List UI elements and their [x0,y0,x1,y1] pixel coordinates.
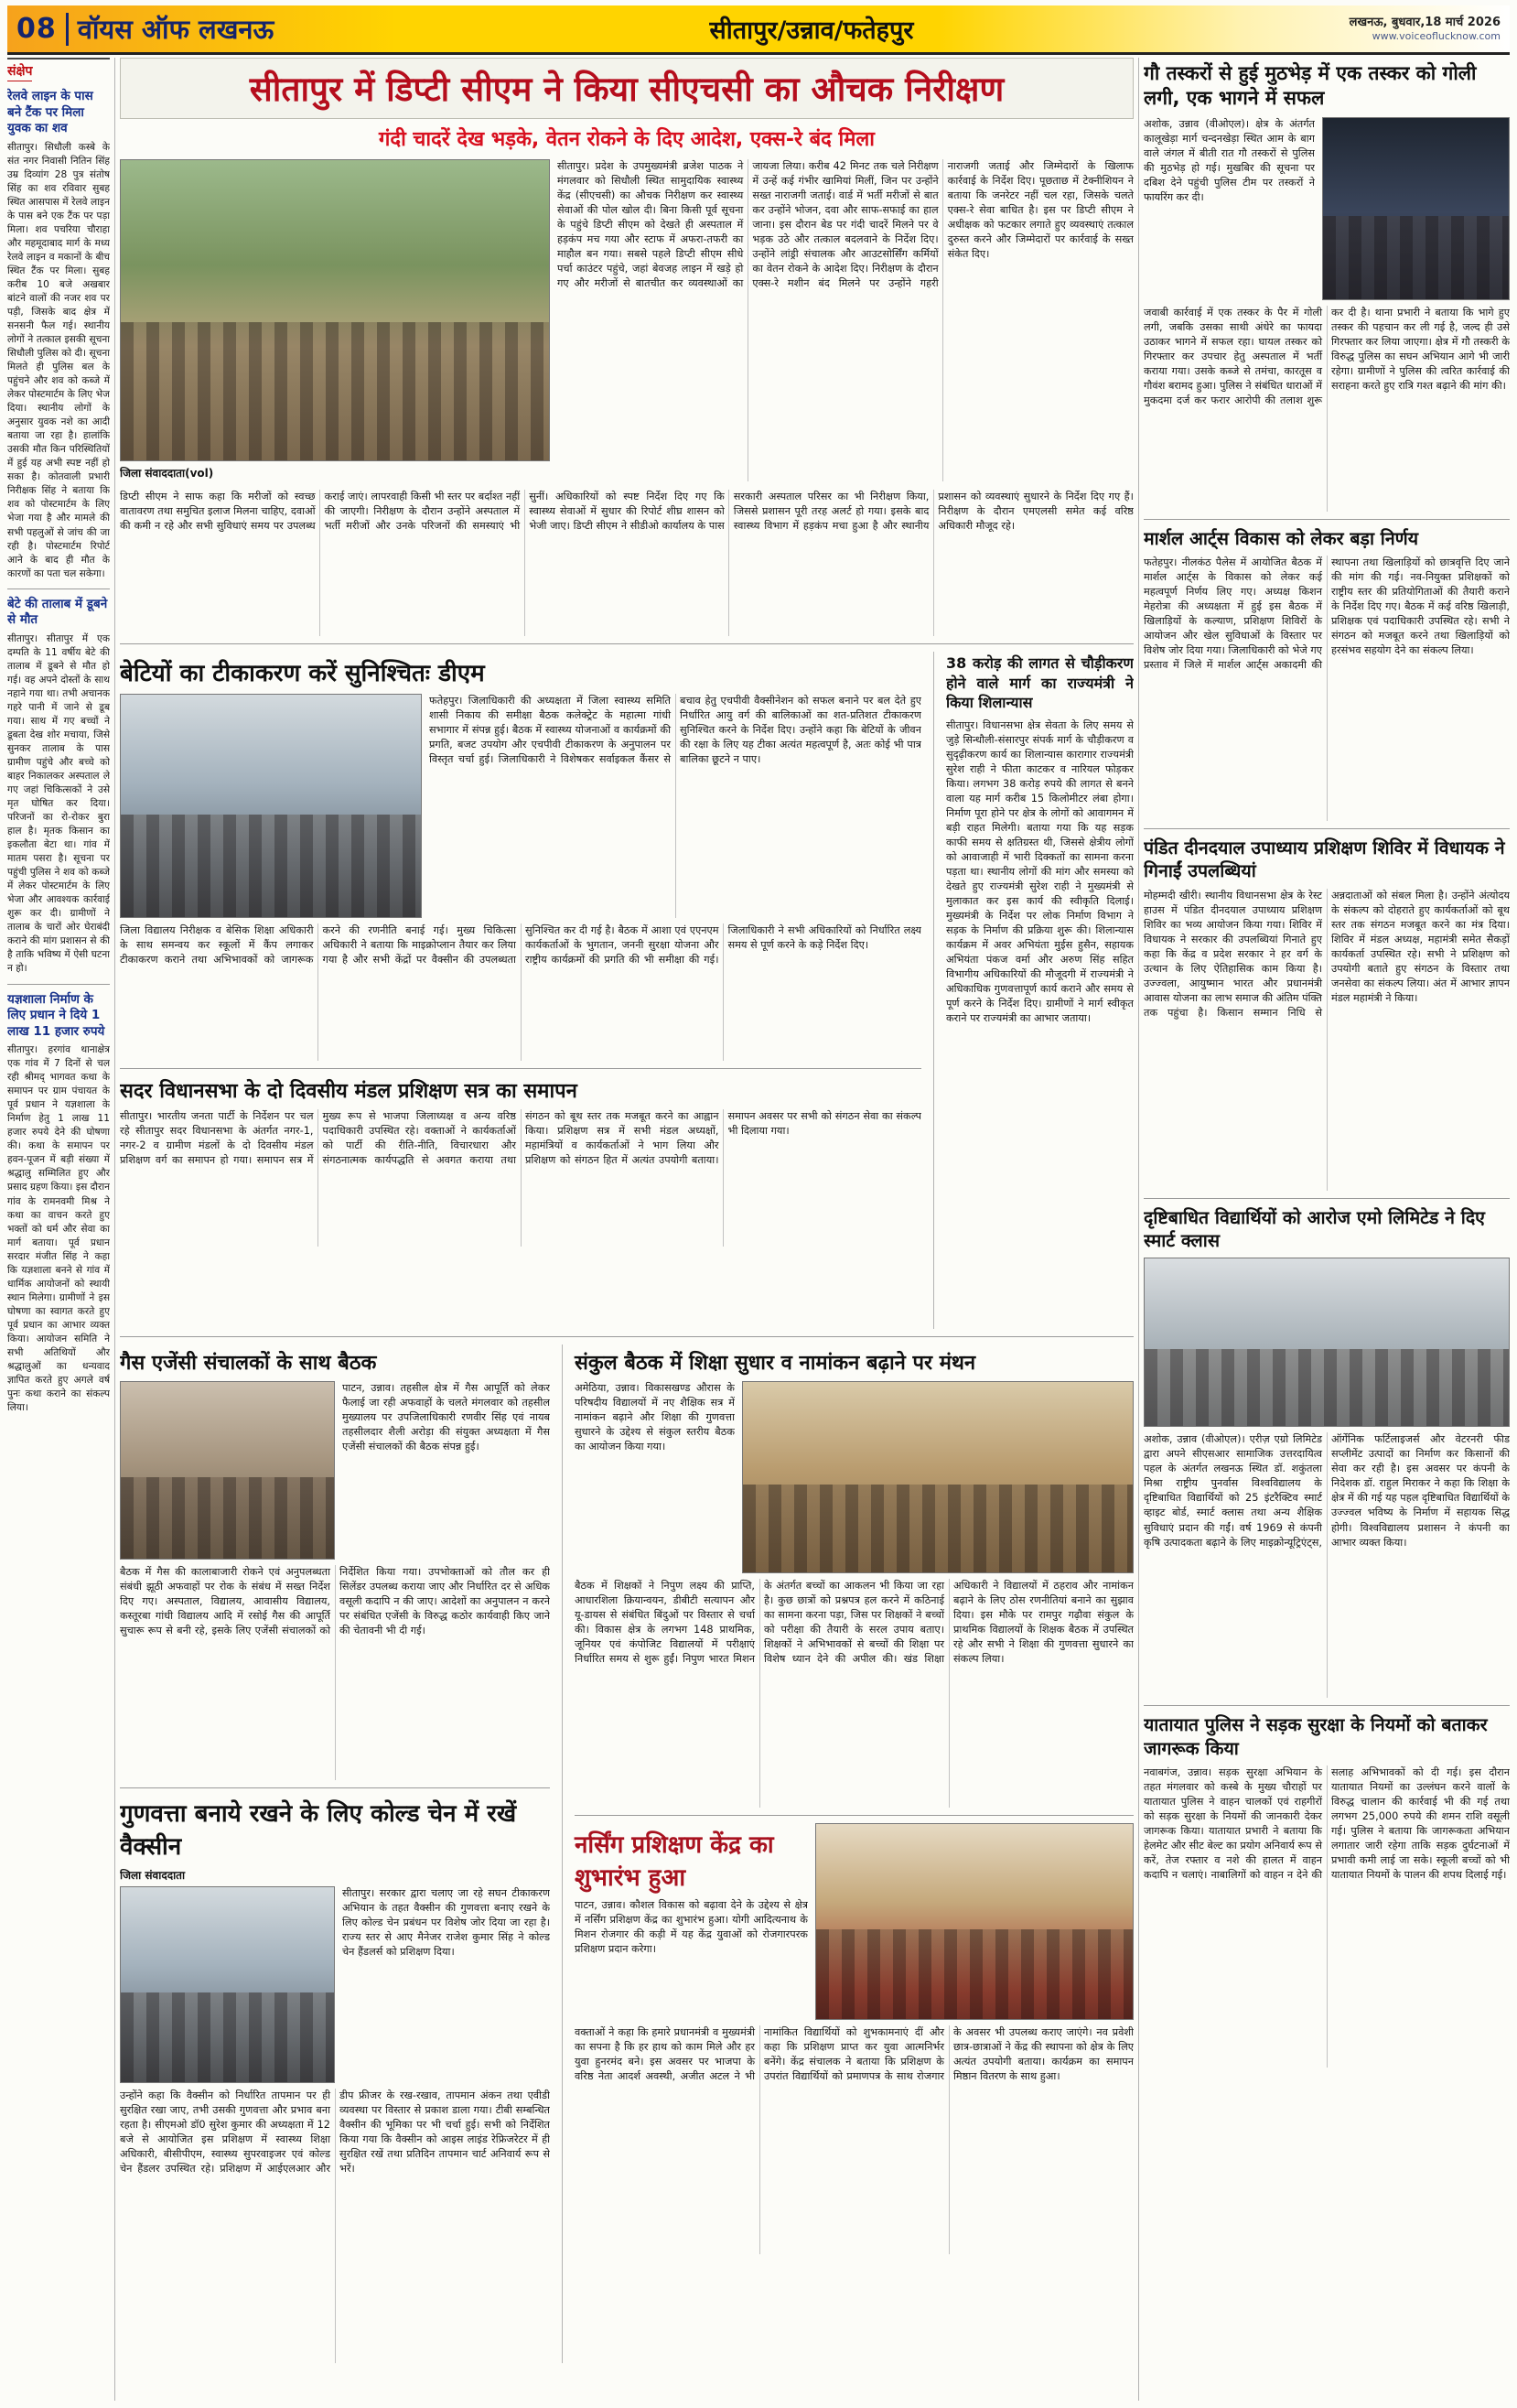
page-content [7,58,1510,2401]
drishti-body: अशोक, उन्नाव (वीओएल)। एरीज़ एग्रो लिमिटेड द्वारा अपने सीएसआर सामाजिक उत्तरदायित्व पहल के अंतर्गत लखनऊ स्थित डॉ. शकुंतला मिश्रा राष्ट्रीय पुनर्वास विश्वविद्यालय के दृष्टिबाधित विद्यार्थियों को 25 इंटरैक्टिव स्मार्ट व्हाइट बोर्ड, स्मार्ट क्लास तथा अन्य शैक्षिक सुविधाएं प्रदान की गईं। वर्ष 1969 से कंपनी कृषि उत्पादकता बढ़ाने के लिए माइक्रोन्यूट्रिएंट्स, ऑर्गेनिक फर्टिलाइजर्स और वेटरनरी फीड सप्लीमेंट उत्पादों का निर्माण कर किसानों की सेवा कर रही है। इस अवसर पर कंपनी के निदेशक डॉ. राहुल मिराकर ने कहा कि शिक्षा के क्षेत्र में की गई यह पहल दृष्टिबाधित विद्यार्थियों के उज्ज्वल भविष्य के निर्माण में सहायक सिद्ध होगी। विश्वविद्यालय प्रशासन ने कंपनी का आभार व्यक्त किया। [1144,1433,1510,1549]
gas-body-top: पाटन, उन्नाव। तहसील क्षेत्र में गैस आपूर्ति को लेकर फैलाई जा रही अफवाहों के चलते मंगलवार को तहसील मुख्यालय पर उपजिलाधिकारी रणवीर सिंह एवं नायब तहसीलदार शैली अरोड़ा की संयुक्त अध्यक्षता में गैस एजेंसी संचालकों की बैठक संपन्न हुई। [342,1382,550,1453]
brief-body: सीतापुर। सीतापुर में एक दम्पति के 11 वर्षीय बेटे की तालाब में डूबने से मौत हो गई। वह अपने दोस्तों के साथ नहाने गया था। तभी अचानक गहरे पानी में जाने से डूब गया। साथ में गए बच्चों ने डूबता देख शोर मचाया, जिसे सुनकर तालाब के पास ग्रामीण पहुंचे और बच्चे को बाहर निकालकर अस्पताल ले गए जहां चिकित्सकों ने उसे मृत घोषित कर दिया। परिजनों का रो-रोकर बुरा हाल है। मृतक किसान का इकलौता बेटा था। गांव में मातम पसरा है। सूचना पर पहुंची पुलिस ने शव को कब्जे में लेकर पोस्टमार्टम के लिए भेजा और आवश्यक कार्रवाई शुरू कर दी। ग्रामीणों ने तालाब के चारों ओर घेराबंदी कराने की मांग प्रशासन से की है ताकि भविष्य में ऐसी घटना न हो। [7,632,110,975]
divider [120,643,1134,644]
article-road-38-crore [946,652,1134,1329]
gau-headline: गौ तस्करों से हुई मुठभेड़ में एक तस्कर को गोली लगी, एक भागने में सफल [1144,62,1477,110]
divider [7,984,110,985]
article-deendayal-training-camp [1144,837,1510,1191]
masthead [7,5,1510,55]
article-traffic-awareness [1144,1713,1510,2068]
divider [1144,1705,1510,1706]
divider [1144,519,1510,520]
lead-byline: जिला संवाददाता(vol) [120,467,214,480]
article-sadar-training [120,1076,921,1247]
drishti-photo [1144,1258,1510,1427]
sadar-body: सीतापुर। भारतीय जनता पार्टी के निर्देशन पर चल रहे सीतापुर सदर विधानसभा के अंतर्गत नगर-1, नगर-2 व ग्रामीण मंडलों के दो दिवसीय मंडल प्रशिक्षण वर्ग का समापन हो गया। समापन सत्र में मुख्य रूप से भाजपा जिलाध्यक्ष व अन्य वरिष्ठ पदाधिकारी उपस्थित रहे। वक्ताओं ने कार्यकर्ताओं को पार्टी की रीति-नीति, विचारधारा और संगठनात्मक कार्यपद्धति से अवगत कराया तथा संगठन को बूथ स्तर तक मजबूत करने का आह्वान किया। प्रशिक्षण सत्र में सभी मंडल अध्यक्षों, महामंत्रियों व कार्यकर्ताओं ने भाग लिया और प्रशिक्षण को संगठन हित में अत्यंत उपयोगी बताया। समापन अवसर पर सभी को संगठन सेवा का संकल्प भी दिलाया गया। [120,1110,921,1167]
drishti-headline: दृष्टिबाधित विद्यार्थियों को आरोज एमो लिमिटेड ने दिए स्मार्ट क्लास [1144,1206,1485,1251]
martial-headline: मार्शल आर्ट्स विकास को लेकर बड़ा निर्णय [1144,527,1419,549]
sankul-body-top: अमेठिया, उन्नाव। विकासखण्ड औरास के परिषदीय विद्यालयों में नए शैक्षिक सत्र में नामांकन बढ़ाने और शिक्षा की गुणवत्ता सुधारने के उद्देश्य से संकुल स्तरीय बैठक का आयोजन किया गया। [575,1382,735,1453]
article-martial-arts-decision [1144,527,1510,821]
pandit-body: मोहम्मदी खीरी। स्थानीय विधानसभा क्षेत्र के रेस्ट हाउस में पंडित दीनदयाल उपाध्याय प्रशिक्षण शिविर का भव्य आयोजन किया गया। शिविर में विधायक ने सरकार की उपलब्धियां गिनाते हुए कहा कि केंद्र व प्रदेश सरकार ने हर वर्ग के उत्थान के लिए ऐतिहासिक काम किया है। उज्ज्वला, आयुष्मान भारत और प्रधानमंत्री आवास योजना का लाभ समाज की अंतिम पंक्ति तक पहुंचा है। किसान सम्मान निधि से अन्नदाताओं को संबल मिला है। उन्होंने अंत्योदय के संकल्प को दोहराते हुए कार्यकर्ताओं को बूथ स्तर तक संगठन मजबूत करने का मंत्र दिया। शिविर में मंडल अध्यक्ष, महामंत्री समेत सैकड़ों कार्यकर्ता उपस्थित रहे। सभी ने प्रशिक्षण को उपयोगी बताते हुए संगठन के विस्तार तथा जनसेवा का संकल्प लिया। अंत में आभार ज्ञापन मंडल महामंत्री ने किया। [1144,889,1510,1019]
column-rule [933,652,934,1329]
nursing-body-top: पाटन, उन्नाव। कौशल विकास को बढ़ावा देने के उद्देश्य से क्षेत्र में नर्सिंग प्रशिक्षण केंद्र का शुभारंभ हुआ। योगी आदित्यनाथ के मिशन रोजगार की कड़ी में यह केंद्र युवाओं को रोजगारपरक प्रशिक्षण प्रदान करेगा। [575,1899,808,1956]
brief-headline: रेलवे लाइन के पास बने टैंक पर मिला युवक का शव [7,89,93,136]
sidebar-briefs [7,58,110,2401]
brief-body: सीतापुर। सिधौली कस्बे के संत नगर निवासी नितिन सिंह उम्र दिव्यांग 28 पुत्र संतोष सिंह का शव रविवार सुबह स्थित आसपास में रेलवे लाइन के पास बने एक टैंक पर पड़ा मिला। शव पचरिया चौराहा और महमूदाबाद मार्ग के मध्य रेलवे लाइन व मकानों के बीच स्थित टैंक पर मिला। सुबह करीब 10 बजे अखबार बांटने वालों की नजर शव पर पड़ी, जिसके बाद क्षेत्र में सनसनी फैल गई। स्थानीय लोगों ने तत्काल इसकी सूचना सिधौली पुलिस को दी। सूचना मिलते ही पुलिस बल के पहुंचने और शव को कब्जे में लेकर पोस्टमार्टम के लिए भेज दिया। स्थानीय लोगों के अनुसार युवक नशे का आदी बताया जा रहा है। हालांकि उसकी मौत किन परिस्थितियों में हुई यह अभी स्पष्ट नहीं हो सका है। कोतवाली प्रभारी निरीक्षक सिंह ने बताया कि शव को पोस्टमार्टम के लिए भेजा गया है और मामले की सभी पहलुओं से जांच की जा रही है। पोस्टमार्टम रिपोर्ट आने के बाद ही मौत के कारणों का पता चल सकेगा। [7,141,110,579]
zone2-left [120,652,921,1329]
brief-headline: बेटे की तालाब में डूबने से मौत [7,596,108,628]
betiyon-photo [120,694,422,918]
lead-subheadline: गंदी चादरें देख भड़के, वेतन रोकने के दिए आदेश, एक्स-रे बंद मिला [379,128,875,151]
gunvatta-headline: गुणवत्ता बनाये रखने के लिए कोल्ड चेन में रखें वैक्सीन [120,1800,517,1861]
masthead-dateline [1350,16,1501,43]
gunvatta-photo [120,1886,335,2083]
edition-title: सीतापुर/उन्नाव/फतेहपुर [709,16,914,45]
pandit-headline: पंडित दीनदयाल उपाध्याय प्रशिक्षण शिविर में विधायक ने गिनाईं उपलब्धियां [1144,837,1505,882]
nursing-body-rest: वक्ताओं ने कहा कि हमारे प्रधानमंत्री व मुख्यमंत्री का सपना है कि हर हाथ को काम मिले और हर युवा हुनरमंद बने। इस अवसर पर भाजपा के वरिष्ठ नेता आदर्श अवस्थी, अजीत अटल ने भी नामांकित विद्यार्थियों को शुभकामनाएं दीं और कहा कि प्रशिक्षण प्राप्त कर युवा आत्मनिर्भर बनेंगे। केंद्र संचालक ने बताया कि प्रशिक्षण के उपरांत विद्यार्थियों को प्रमाणपत्र के साथ रोजगार के अवसर भी उपलब्ध कराए जाएंगे। नव प्रवेशी छात्र-छात्राओं ने केंद्र की स्थापना को क्षेत्र के लिए अत्यंत उपयोगी बताया। कार्यक्रम का समापन मिष्ठान वितरण के साथ हुआ। [575,2026,1134,2083]
sadar-headline: सदर विधानसभा के दो दिवसीय मंडल प्रशिक्षण सत्र का समापन [120,1080,577,1103]
brief-article-tank-body [7,89,110,581]
brief-article-drowning [7,597,110,977]
nursing-head-block [575,1823,808,2020]
briefs-kicker: संक्षेप [7,62,32,81]
nursing-photo [815,1823,1134,2020]
lead-photo [120,159,550,461]
karod38-body: सीतापुर। विधानसभा क्षेत्र सेवता के लिए समय से जुड़े सिन्धौली-संसारपुर संपर्क मार्ग के चौड़ीकरण व सुदृढ़ीकरण कार्य का शिलान्यास कारागार राज्यमंत्री सुरेश राही ने फीता काटकर व नारियल फोड़कर किया। लगभग 38 करोड़ रुपये की लागत से बनने वाला यह मार्ग करीब 15 किलोमीटर लंबा होगा। निर्माण पूरा होने पर क्षेत्र के लोगों को आवागमन में बड़ी राहत मिलेगी। बताया गया कि यह सड़क काफी समय से क्षतिग्रस्त थी, जिससे क्षेत्रीय लोगों को आवाजाही में भारी दिक्कतों का सामना करना पड़ता था। स्थानीय लोगों की मांग और समस्या को देखते हुए राज्यमंत्री सुरेश राही ने मुख्यमंत्री से मुलाकात कर इस कार्य की स्वीकृति दिलाई। मुख्यमंत्री के निर्देश पर लोक निर्माण विभाग ने सड़क के निर्माण की प्रक्रिया शुरू की। शिलान्यास कार्यक्रम में अवर अभियंता मुईस हुसैन, सहायक अभियंता पंकज वर्मा और अरुण सिंह सहित विभागीय अधिकारियों की मौजूदगी में राज्यमंत्री ने अधिकाधिक गुणवत्तापूर्ण कार्य कराने और समय से पूर्ण करने के निर्देश दिए। ग्रामीणों ने मार्ग स्वीकृत कराने पर राज्यमंत्री का आभार जताया। [946,718,1134,1025]
article-nursing-center [575,1823,1134,2254]
lead-photo-block [120,159,550,484]
gau-body-top: अशोक, उन्नाव (वीओएल)। क्षेत्र के अंतर्गत कालूखेड़ा मार्ग चन्दनखेड़ा स्थित आम के बाग वाले जंगल में बीती रात गौ तस्करों से पुलिस की मुठभेड़ हो गई। मुखबिर की सूचना पर दबिश देने पहुंची पुलिस टीम पर तस्करों ने फायरिंग कर दी। [1144,117,1315,203]
divider [120,1068,921,1069]
betiyon-body-top: फतेहपुर। जिलाधिकारी की अध्यक्षता में जिला स्वास्थ्य समिति शासी निकाय की समीक्षा बैठक कलेक्ट्रेट के महात्मा गांधी सभागार में संपन्न हुई। बैठक में स्वास्थ्य योजनाओं व कार्यक्रमों की प्रगति, बजट उपयोग और एचपीवी टीकाकरण के अनुपालन पर विस्तृत चर्चा हुई। जिलाधिकारी ने विशेषकर सर्वाइकल कैंसर से बचाव हेतु एचपीवी वैक्सीनेशन को सफल बनाने पर बल देते हुए निर्धारित आयु वर्ग की बालिकाओं का शत-प्रतिशत टीकाकरण सुनिश्चित करने के निर्देश दिए। उन्होंने कहा कि बेटियों के जीवन की रक्षा के लिए यह टीका अत्यंत महत्वपूर्ण है, अतः कोई भी पात्र बालिका छूटने न पाए। [429,695,921,766]
article-cow-smugglers-encounter [1144,61,1510,512]
betiyon-body-rest: जिला विद्यालय निरीक्षक व बेसिक शिक्षा अधिकारी के साथ समन्वय कर स्कूलों में कैंप लगाकर टीकाकरण कराने तथा अभिभावकों को जागरूक करने की रणनीति बनाई गई। मुख्य चिकित्सा अधिकारी ने बताया कि माइक्रोप्लान तैयार कर लिया गया है और सभी केंद्रों पर वैक्सीन की उपलब्धता सुनिश्चित कर दी गई है। बैठक में आशा एवं एएनएम कार्यकर्ताओं के भुगतान, जननी सुरक्षा योजना और राष्ट्रीय कार्यक्रमों की प्रगति की भी समीक्षा की गई। जिलाधिकारी ने सभी अधिकारियों को निर्धारित लक्ष्य समय से पूर्ण करने के कड़े निर्देश दिए। [120,924,921,966]
gunvatta-byline: जिला संवाददाता [120,1869,186,1882]
article-betiyon-vaccination [120,655,921,1061]
divider [575,1815,1134,1816]
sankul-headline: संकुल बैठक में शिक्षा सुधार व नामांकन बढ़ाने पर मंथन [575,1352,976,1375]
gas-photo [120,1381,335,1560]
gas-headline: गैस एजेंसी संचालकों के साथ बैठक [120,1352,377,1375]
divider [1144,828,1510,829]
date-line: लखनऊ, बुधवार,18 मार्च 2026 [1349,15,1501,29]
article-gas-agency-meeting [120,1348,550,1780]
main-column [120,58,1134,2401]
lead-body-bottom: डिप्टी सीएम ने साफ कहा कि मरीजों को स्वच्छ वातावरण तथा समुचित इलाज मिलना चाहिए, दवाओं की कमी न रहे और सभी सुविधाएं समय पर उपलब्ध कराई जाएं। लापरवाही किसी भी स्तर पर बर्दाश्त नहीं की जाएगी। निरीक्षण के दौरान उन्होंने अस्पताल में भर्ती मरीजों और उनके परिजनों की समस्याएं भी सुनीं। अधिकारियों को स्पष्ट निर्देश दिए गए कि स्वास्थ्य सेवाओं में सुधार की रिपोर्ट शीघ्र शासन को भेजी जाए। डिप्टी सीएम ने सीडीओ कार्यालय के पास सरकारी अस्पताल परिसर का भी निरीक्षण किया, जिससे प्रशासन पूरी तरह अलर्ट हो गया। इसके बाद स्वास्थ्य विभाग में हड़कंप मचा हुआ है और स्थानीय प्रशासन को व्यवस्थाएं सुधारने के निर्देश दिए गए हैं। निरीक्षण के दौरान एमएलसी समेत कई वरिष्ठ अधिकारी मौजूद रहे। [120,491,1134,533]
divider [120,1787,550,1788]
zone3-left [120,1344,550,2363]
betiyon-headline: बेटियों का टीकाकरण करें सुनिश्चितः डीएम [120,660,485,687]
sankul-photo [742,1381,1134,1573]
brief-body: सीतापुर। हरगांव थानाक्षेत्र एक गांव में 7 दिनों से चल रही श्रीमद् भागवत कथा के समापन पर ग्राम पंचायत के पूर्व प्रधान ने यज्ञशाला के निर्माण हेतु 1 लाख 11 हजार रुपये देने की घोषणा की। कथा के समापन पर हवन-पूजन में बड़ी संख्या में श्रद्धालु सम्मिलित हुए और प्रसाद ग्रहण किया। इस दौरान गांव के रामनवमी मिश्र ने कथा का वाचन करते हुए भक्तों को धर्म और सेवा का मार्ग बताया। पूर्व प्रधान सरदार मंजीत सिंह ने कहा कि यज्ञशाला बनने से गांव में धार्मिक आयोजनों को स्थायी स्थान मिलेगा। ग्रामीणों ने इस घोषणा का स्वागत करते हुए पूर्व प्रधान का आभार व्यक्त किया। आयोजन समिति ने सभी अतिथियों और श्रद्धालुओं का धन्यवाद ज्ञापित करते हुए अगले वर्ष पुनः कथा कराने का संकल्प लिया। [7,1044,110,1413]
divider [1144,1198,1510,1199]
article-lead-inspection [120,58,1134,636]
sankul-body-rest: बैठक में शिक्षकों ने निपुण लक्ष्य की प्राप्ति, आधारशिला क्रियान्वयन, डीबीटी सत्यापन और यू-डायस से संबंधित बिंदुओं पर विस्तार से चर्चा की। विकास क्षेत्र के लगभग 148 प्राथमिक, जूनियर एवं कंपोजिट विद्यालयों में परीक्षाएं निर्धारित समय से शुरू हुईं। निपुण भारत मिशन के अंतर्गत बच्चों का आकलन भी किया जा रहा है। कुछ छात्रों को प्रश्नपत्र हल करने में कठिनाई का सामना करना पड़ा, जिस पर शिक्षकों ने बच्चों को परीक्षा की तैयारी के सरल उपाय बताए। शिक्षकों ने अभिभावकों से बच्चों की शिक्षा पर विशेष ध्यान देने की अपील की। खंड शिक्षा अधिकारी ने विद्यालयों में ठहराव और नामांकन बढ़ाने के लिए ठोस रणनीतियां बनाने का सुझाव दिया। इस मौके पर रामपुर गढ़ौवा संकुल के प्राथमिक विद्यालयों के शिक्षक बैठक में उपस्थित रहे और सभी ने शिक्षा की गुणवत्ता सुधारने का संकल्प लिया। [575,1580,1134,1666]
gunvatta-body-top: सीतापुर। सरकार द्वारा चलाए जा रहे सघन टीकाकरण अभियान के तहत वैक्सीन की गुणवत्ता बनाए रखने के लिए कोल्ड चेन प्रबंधन पर विशेष जोर दिया जा रहा है। राज्य स्तर से आए मैनेजर राजेश कुमार सिंह ने कोल्ड चेन हैंडलर्स को प्रशिक्षण दिया। [342,1887,550,1959]
gau-body-rest: जवाबी कार्रवाई में एक तस्कर के पैर में गोली लगी, जबकि उसका साथी अंधेरे का फायदा उठाकर भागने में सफल रहा। घायल तस्कर को गिरफ्तार कर उपचार हेतु अस्पताल में भर्ती कराया गया। उसके कब्जे से तमंचा, कारतूस व गौवंश बरामद हुआ। पुलिस ने संबंधित धाराओं में मुकदमा दर्ज कर फरार आरोपी की तलाश शुरू कर दी है। थाना प्रभारी ने बताया कि भागे हुए तस्कर की पहचान कर ली गई है, जल्द ही उसे गिरफ्तार कर लिया जाएगा। क्षेत्र में गौ तस्करी के विरुद्ध पुलिस का सघन अभियान आगे भी जारी रहेगा। ग्रामीणों ने पुलिस की त्वरित कार्रवाई की सराहना करते हुए रात्रि गश्त बढ़ाने की मांग की। [1144,306,1510,406]
lead-body-top: सीतापुर। प्रदेश के उपमुख्यमंत्री ब्रजेश पाठक ने मंगलवार को सिधौली स्थित सामुदायिक स्वास्थ्य केंद्र (सीएचसी) का औचक निरीक्षण कर स्वास्थ्य सेवाओं की पोल खोल दी। बिना किसी पूर्व सूचना के पहुंचे डिप्टी सीएम को देखते ही अस्पताल में हड़कंप मच गया और स्टाफ में अफरा-तफरी का माहौल बन गया। सबसे पहले डिप्टी सीएम सीधे पर्चा काउंटर पहुंचे, जहां बेवजह लाइन में खड़े हो गए और मरीजों से बातचीत कर व्यवस्थाओं का जायजा लिया। करीब 42 मिनट तक चले निरीक्षण में उन्हें कई गंभीर खामियां मिलीं, जिन पर उन्होंने सख्त नाराजगी जताई। वार्ड में भर्ती मरीजों से बात कर उन्होंने भोजन, दवा और साफ-सफाई का हाल जाना। इस दौरान बेड पर गंदी चादरें मिलने पर वे भड़क उठे और तत्काल बदलवाने के निर्देश दिए। उन्होंने लांड्री संचालक और आउटसोर्सिंग कर्मियों का वेतन रोकने के आदेश दिए। निरीक्षण के दौरान एक्स-रे मशीन बंद मिलने पर उन्होंने गहरी नाराजगी जताई और जिम्मेदारों के खिलाफ कार्रवाई के निर्देश दिए। पूछताछ में टेक्नीशियन ने बताया कि जनरेटर नहीं चल रहा, जिसके चलते एक्स-रे सेवा बाधित है। इस पर डिप्टी सीएम ने अधीक्षक को फटकार लगाते हुए व्यवस्थाएं तत्काल दुरुस्त करने और जिम्मेदारों पर कार्रवाई के सख्त संकेत दिए। [557,160,1134,290]
right-column [1144,58,1510,2401]
page-number: 08 [16,13,57,45]
lead-headline: सीतापुर में डिप्टी सीएम ने किया सीएचसी का औचक निरीक्षण [120,58,1134,119]
divider [120,1336,1134,1337]
martial-body: फतेहपुर। नीलकंठ पैलेस में आयोजित बैठक में मार्शल आर्ट्स के विकास को लेकर कई महत्वपूर्ण निर्णय लिए गए। अध्यक्ष किशन मेहरोत्रा की अध्यक्षता में हुई इस बैठक में खिलाड़ियों के कल्याण, प्रशिक्षण शिविरों के आयोजन और खेल सुविधाओं के विस्तार पर विशेष जोर दिया गया। जिलाधिकारी को भेजे गए प्रस्ताव में जिले में मार्शल आर्ट्स अकादमी की स्थापना तथा खिलाड़ियों को छात्रवृत्ति दिए जाने की मांग की गई। नव-नियुक्त प्रशिक्षकों को राष्ट्रीय स्तर की प्रतियोगिताओं की तैयारी कराने के निर्देश दिए गए। बैठक में कई वरिष्ठ खिलाड़ी, प्रशिक्षक एवं पदाधिकारी उपस्थित रहे। सभी ने संगठन को मजबूत करने तथा खिलाड़ियों को हरसंभव सहयोग देने का संकल्प लिया। [1144,556,1510,672]
gunvatta-body-rest: उन्होंने कहा कि वैक्सीन को निर्धारित तापमान पर ही सुरक्षित रखा जाए, तभी उसकी गुणवत्ता और प्रभाव बना रहता है। सीएमओ डॉ0 सुरेश कुमार की अध्यक्षता में 12 बजे से आयोजित इस प्रशिक्षण में स्वास्थ्य शिक्षा अधिकारी, बीसीपीएम, स्वास्थ्य सुपरवाइजर एवं कोल्ड चेन हैंडलर उपस्थित रहे। प्रशिक्षण में आईएलआर और डीप फ्रीजर के रख-रखाव, तापमान अंकन तथा एवीडी व्यवस्था पर विस्तार से प्रकाश डाला गया। टीबी सम्बन्धित वैक्सीन की भूमिका पर भी चर्चा हुई। सभी को निर्देशित किया गया कि वैक्सीन को आइस लाइंड रेफ्रिजरेटर में ही सुरक्षित रखें तथा प्रतिदिन तापमान चार्ट अनिवार्य रूप से भरें। [120,2089,550,2176]
article-smart-class-donation [1144,1206,1510,1699]
nursing-headline: नर्सिंग प्रशिक्षण केंद्र का शुभारंभ हुआ [575,1831,774,1892]
column-rule [1138,58,1139,2401]
masthead-divider [66,13,69,46]
paper-name: वॉयस ऑफ लखनऊ [77,14,274,45]
zone3-right [575,1344,1134,2363]
karod38-headline: 38 करोड़ की लागत से चौड़ीकरण होने वाले मार्ग का राज्यमंत्री ने किया शिलान्यास [946,654,1134,712]
brief-headline: यज्ञशाला निर्माण के लिए प्रधान ने दिये 1 लाख 11 हजार रुपये [7,991,105,1039]
article-sankul-meeting [575,1348,1134,1808]
yatayat-headline: यातायात पुलिस ने सड़क सुरक्षा के नियमों को बताकर जागरूक किया [1144,1714,1488,1759]
yatayat-body: नवाबगंज, उन्नाव। सड़क सुरक्षा अभियान के तहत मंगलवार को कस्बे के मुख्य चौराहों पर यातायात पुलिस ने वाहन चालकों एवं राहगीरों को सड़क सुरक्षा के नियमों की जानकारी देकर जागरूक किया। यातायात प्रभारी ने बताया कि हेलमेट और सीट बेल्ट का प्रयोग अनिवार्य रूप से करें, तेज रफ्तार व नशे की हालत में वाहन कदापि न चलाएं। नाबालिगों को वाहन न देने की सलाह अभिभावकों को दी गई। इस दौरान यातायात नियमों का उल्लंघन करने वालों के विरुद्ध चालान की कार्रवाई भी की गई तथा लगभग 25,000 रुपये की शमन राशि वसूली गई। पुलिस ने बताया कि जागरूकता अभियान लगातार जारी रहेगा ताकि सड़क दुर्घटनाओं में प्रभावी कमी लाई जा सके। स्कूली बच्चों को भी यातायात नियमों के पालन की शपथ दिलाई गई। [1144,1766,1510,1882]
article-cold-chain-vaccine [120,1796,550,2363]
gas-body-rest: बैठक में गैस की कालाबाजारी रोकने एवं अनुपलब्धता संबंधी झूठी अफवाहों पर रोक के संबंध में सख्त निर्देश दिए गए। अस्पताल, विद्यालय, आवासीय विद्यालय, कस्तूरबा गांधी विद्यालय आदि में रसोई गैस की आपूर्ति सुचारू रूप से बनी रहे, इसके लिए एजेंसी संचालकों को निर्देशित किया गया। उपभोक्ताओं को तौल कर ही सिलेंडर उपलब्ध कराया जाए और निर्धारित दर से अधिक वसूली कदापि न की जाए। आदेशों का अनुपालन न करने पर संबंधित एजेंसी के विरुद्ध कठोर कार्यवाही किए जाने की चेतावनी भी दी गई। [120,1566,550,1637]
column-rule [562,1344,563,2363]
gau-photo [1322,117,1510,300]
website-url: www.voiceoflucknow.com [1372,29,1501,42]
brief-article-yagyashala [7,992,110,1415]
column-rule [114,58,115,2401]
